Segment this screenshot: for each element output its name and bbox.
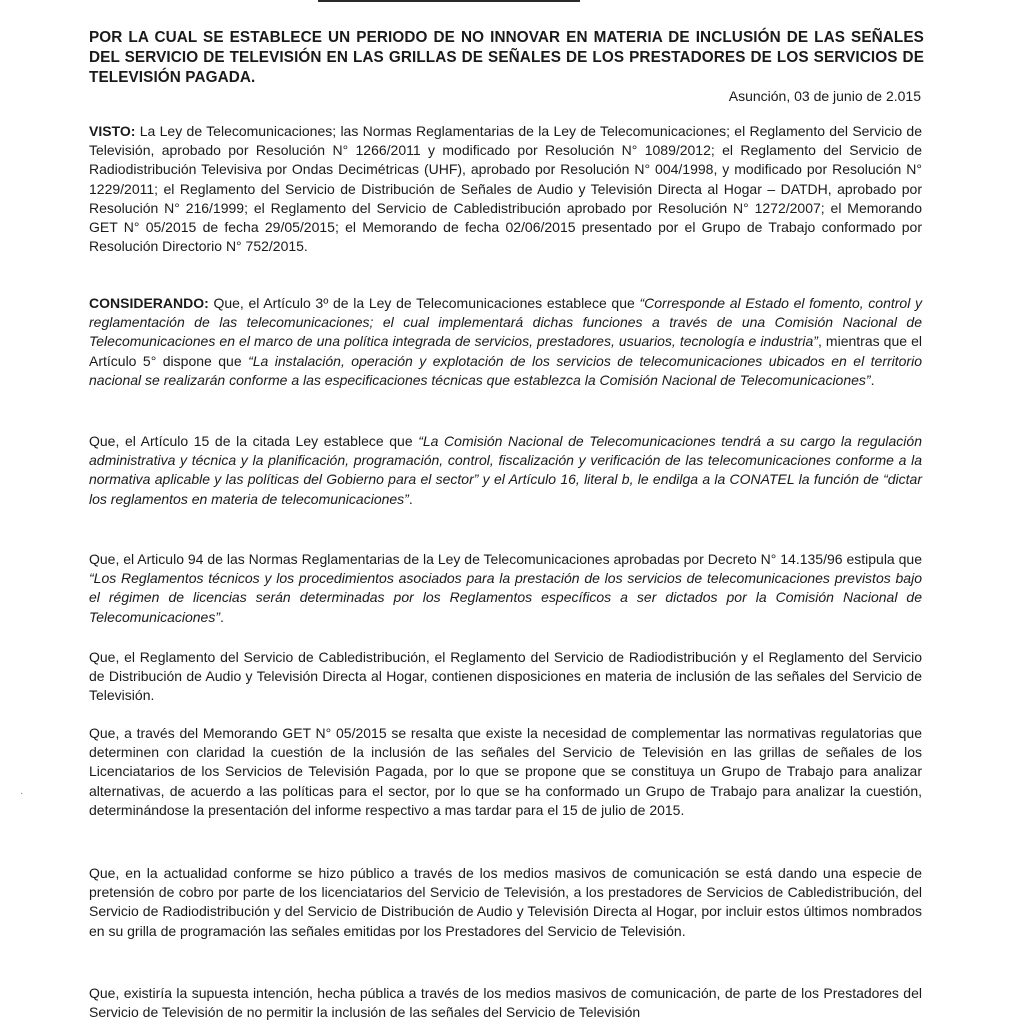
visto-label: VISTO: xyxy=(89,123,136,139)
considerando-text-3: . xyxy=(870,371,875,388)
paragraph-intencion: Que, existiría la supuesta intención, hecha pública a través de los medios masivos de comunicación, de parte de los Prestadores del Servicio de Televisión de no permitir la inclusión de las señales del Servicio de Televisión xyxy=(89,985,922,1021)
paragraph-cobro: Que, en la actualidad conforme se hizo público a través de los medios masivos de comunicación se está dando una especie de pretensión de cobro por parte de los licenciatarios del Servicio de Televisión, a los prestadores de Servicios de Cabledistribución, del Servicio de Radiodistribución y del Servicio de Distribución de Audio y Televisión Directa al Hogar, por incluir estos últimos nombrados en su grilla de programación las señales emitidas por los Prestadores del Servicio de Televisión. xyxy=(89,865,922,939)
paragraph-article-15 xyxy=(89,432,922,509)
considerando-text-2: , mientras que el Artículo 5° dispone que xyxy=(89,333,923,369)
document-title: POR LA CUAL SE ESTABLECE UN PERIODO DE NO INNOVAR EN MATERIA DE INCLUSIÓN DE LAS SEÑALES DEL SERVICIO DE TELEVISIÓN EN LAS GRILLAS DE SEÑALES DE LOS PRESTADORES DE LOS SERVICIOS DE TELEVISIÓN PAGADA. xyxy=(89,29,924,86)
considerando-quote-2: “La instalación, operación y explotación de los servicios de telecomunicaciones ubicados en el territorio nacional se realizarán conforme a las especificaciones técnicas que establezca la Comisión Nacional de Telecomunicaciones” xyxy=(89,352,922,388)
paragraph-memorando: Que, a través del Memorando GET N° 05/2015 se resalta que existe la necesidad de complementar las normativas regulatorias que determinen con claridad la cuestión de la inclusión de las señales del Servicio de Televisión en las grillas de señales de los Licenciatarios de los Servicios de Televisión Pagada, por lo que se propone que se constituya un Grupo de Trabajo para analizar alternativas, de acuerdo a las políticas para el sector, por lo que se ha conformado un Grupo de Trabajo para analizar la cuestión, determinándose la presentación del informe respectivo a mas tardar para el 15 de julio de 2015. xyxy=(89,725,922,818)
paragraph-reglamentos: Que, el Reglamento del Servicio de Cabledistribución, el Reglamento del Servicio de Radiodistribución y el Reglamento del Servicio de Distribución de Audio y Televisión Directa al Hogar, contienen disposiciones en materia de inclusión de las señales del Servicio de Televisión. xyxy=(89,649,922,704)
visto-paragraph xyxy=(89,122,922,256)
considerando-label: CONSIDERANDO: xyxy=(89,295,209,311)
article-94-quote: “Los Reglamentos técnicos y los procedimientos asociados para la prestación de los servicios de telecomunicaciones previstos bajo el régimen de licencias serán determinadas por los Reglamentos específicos a ser dictados por la Comisión Nacional de Telecomunicaciones” xyxy=(89,570,922,625)
document-date: Asunción, 03 de junio de 2.015 xyxy=(728,88,921,104)
scan-mark: · xyxy=(20,788,24,799)
header-rule xyxy=(318,0,580,2)
article-15-end: . xyxy=(408,490,413,507)
visto-text: La Ley de Telecomunicaciones; las Normas Reglamentarias de la Ley de Telecomunicaciones; el Reglamento del Servicio de Televisión, aprobado por Resolución N° 1266/2011 y modificado por Resolución N° 1089/2012; el Reglamento del Servicio de Radiodistribución Televisiva por Ondas Decimétricas (UHF), aprobado por Resolución N° 004/1998, y modificado por Resolución N° 1229/2011; el Reglamento del Servicio de Distribución de Señales de Audio y Televisión Directa al Hogar – DATDH, aprobado por Resolución N° 216/1999; el Reglamento del Servicio de Cabledistribución aprobado por Resolución N° 1272/2007; el Memorando GET N° 05/2015 de fecha 29/05/2015; el Memorando de fecha 02/06/2015 presentado por el Grupo de Trabajo conformado por Resolución Directorio N° 752/2015. xyxy=(89,123,922,255)
considerando-text-1: Que, el Artículo 3º de la Ley de Telecomunicaciones establece que xyxy=(208,295,640,311)
considerando-paragraph xyxy=(89,294,922,390)
article-15-quote: “La Comisión Nacional de Telecomunicaciones tendrá a su cargo la regulación administrativa y técnica y la planificación, programación, control, fiscalización y verificación de las telecomunicaciones conforme a la normativa aplicable y las políticas del Gobierno para el sector” y el Artículo 16, literal b, le endilga a la CONATEL la función de “dictar los reglamentos en materia de telecomunicaciones” xyxy=(89,433,922,507)
article-94-text: Que, el Articulo 94 de las Normas Reglamentarias de la Ley de Telecomunicaciones aprobadas por Decreto N° 14.135/96 estipula que xyxy=(89,551,922,567)
paragraph-article-94 xyxy=(89,550,922,627)
article-94-end: . xyxy=(220,608,224,625)
considerando-quote-1: “Corresponde al Estado el fomento, control y reglamentación de las telecomunicaciones; el cual implementará dichas funciones a través de una Comisión Nacional de Telecomunicaciones en el marco de una política integrada de servicios, prestadores, usuarios, tecnología e industria” xyxy=(89,295,923,350)
article-15-text: Que, el Artículo 15 de la citada Ley establece que xyxy=(89,433,419,449)
